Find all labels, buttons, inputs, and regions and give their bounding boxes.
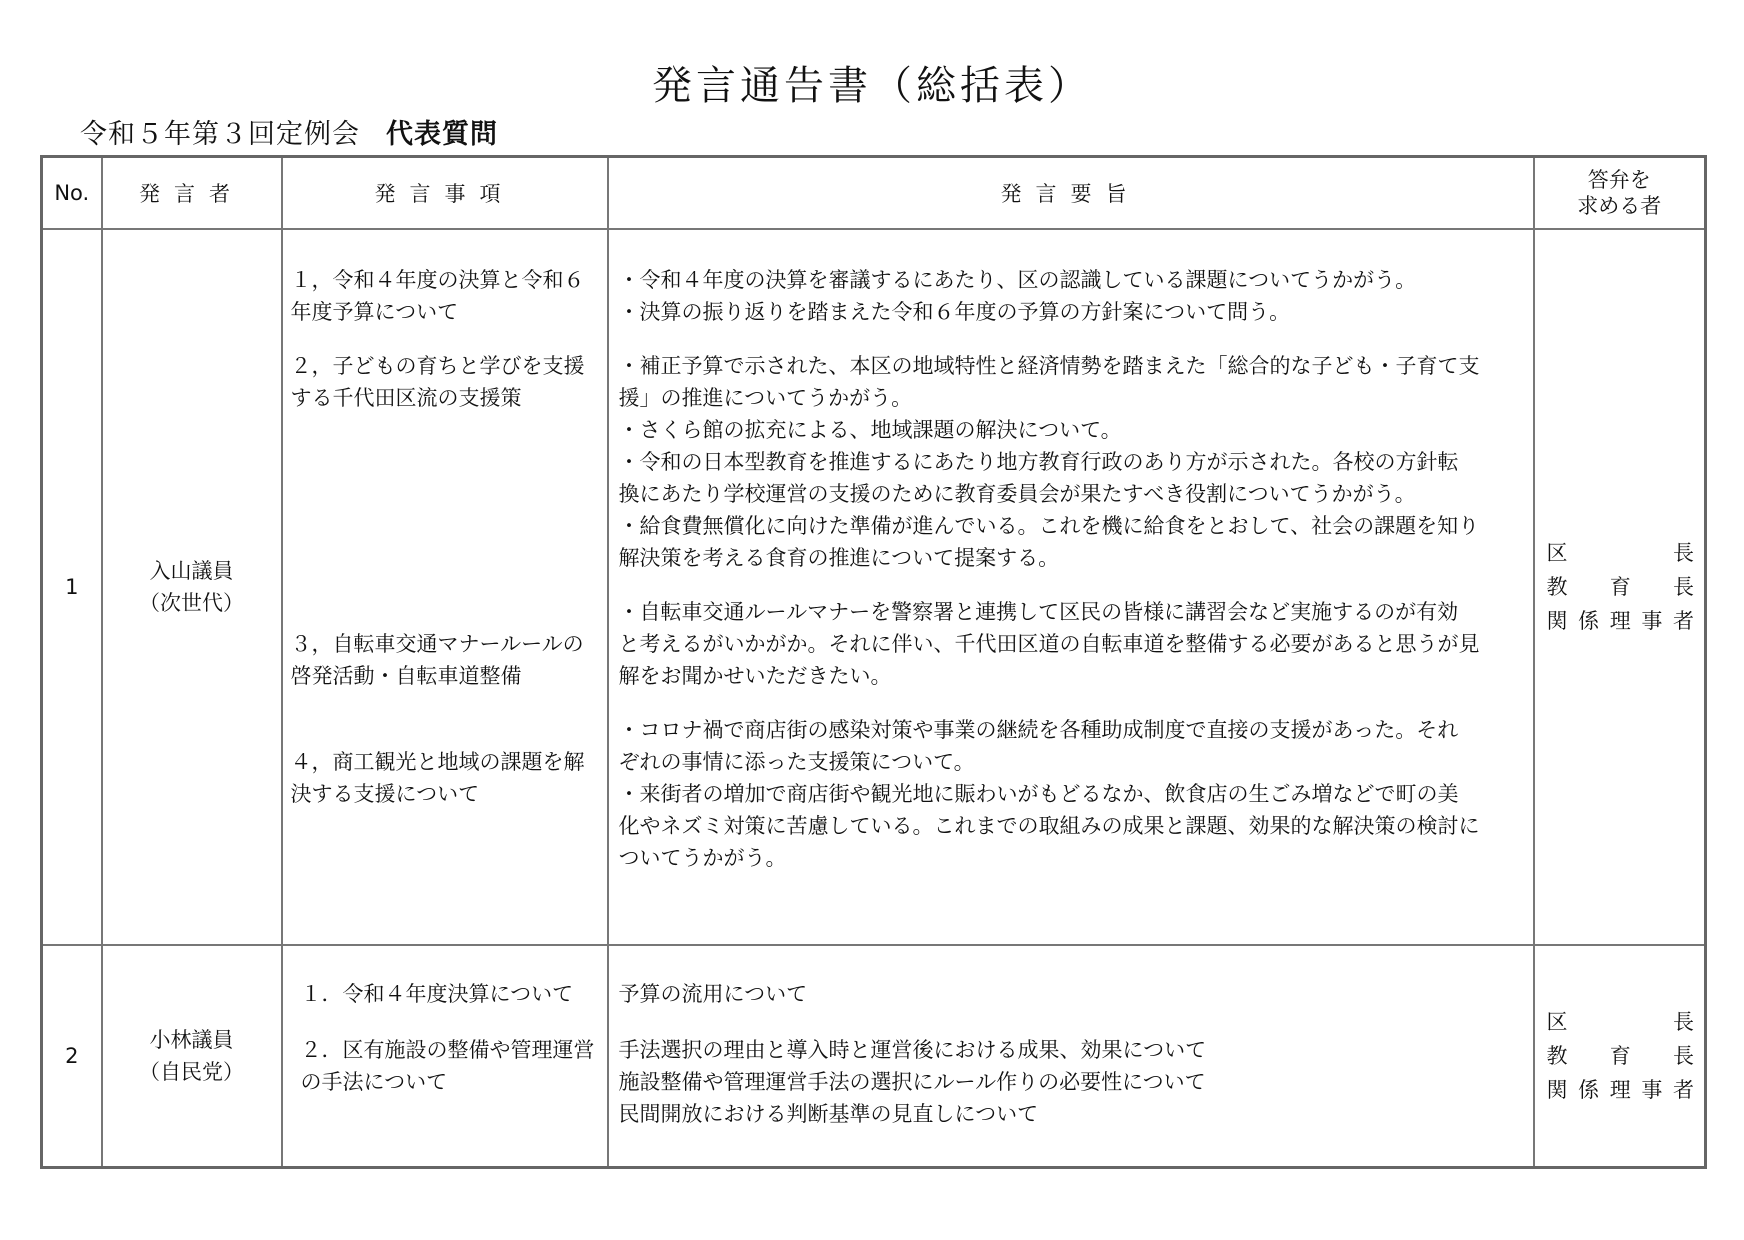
summary-entry xyxy=(619,350,1527,574)
summary-entry xyxy=(619,978,1527,1010)
summary-cell xyxy=(608,945,1534,1167)
item-entry xyxy=(291,264,601,328)
item-entry xyxy=(291,350,601,414)
respondent-char: 教 xyxy=(1546,575,1568,599)
summary-line: ・令和４年度の決算を審議するにあたり、区の認識している課題についてうかがう。 xyxy=(618,268,1417,292)
session-name: 令和５年第３回定例会 xyxy=(80,119,360,150)
respondent-cell xyxy=(1534,229,1706,945)
summary-entry xyxy=(619,714,1527,874)
col-header-speaker: 発言者 xyxy=(102,157,282,230)
summary-entry xyxy=(619,596,1527,692)
respondent-line xyxy=(1535,570,1705,604)
summary-line: 援」の推進についてうかがう。 xyxy=(618,386,913,410)
item-line: ２，子どもの育ちと学びを支援 xyxy=(290,354,585,378)
summary-line: 換にあたり学校運営の支援のために教育委員会が果たすべき役割についてうかがう。 xyxy=(618,482,1416,506)
speaker-cell xyxy=(102,229,282,945)
question-type: 代表質問 xyxy=(386,119,498,150)
summary-line: と考えるがいかがか。それに伴い、千代田区道の自転車道を整備する必要があると思うが見 xyxy=(618,632,1480,656)
col-header-respondent-line2: 求める者 xyxy=(1577,194,1662,218)
summary-line: ・給食費無償化に向けた準備が進んでいる。これを機に給食をとおして、社会の課題を知り xyxy=(618,514,1480,538)
item-line: 年度予算について xyxy=(290,300,459,324)
item-line: する千代田区流の支援策 xyxy=(290,386,522,410)
table-row xyxy=(42,945,1706,1167)
summary-line: 手法選択の理由と導入時と運営後における成果、効果について xyxy=(618,1038,1207,1062)
respondent-line xyxy=(1535,1039,1705,1073)
respondent-line xyxy=(1535,1005,1705,1039)
item-entry xyxy=(291,746,601,810)
table-row xyxy=(42,229,1706,945)
session-line xyxy=(80,112,498,151)
summary-line: ・さくら館の拡充による、地域課題の解決について。 xyxy=(618,418,1122,442)
respondent-char: 理 xyxy=(1609,1077,1631,1102)
respondent-line xyxy=(1535,1073,1705,1107)
respondent-char: 関 xyxy=(1546,1077,1568,1102)
respondent-char: 関 xyxy=(1546,609,1568,633)
col-header-respondent xyxy=(1534,157,1706,230)
summary-line: 予算の流用について xyxy=(618,982,808,1006)
speaker-party: （自民党） xyxy=(139,1059,244,1084)
summary-line: 解決策を考える食育の推進について提案する。 xyxy=(618,546,1060,570)
respondent-char: 者 xyxy=(1673,609,1694,633)
respondent-char: 係 xyxy=(1578,609,1600,633)
respondent-char: 育 xyxy=(1609,575,1631,599)
item-line: ３，自転車交通マナールールの xyxy=(290,632,584,656)
respondent-char: 区 xyxy=(1546,1009,1568,1034)
respondent-line xyxy=(1535,604,1705,638)
respondent-char: 事 xyxy=(1641,609,1663,633)
col-header-respondent-line1: 答弁を xyxy=(1587,168,1651,192)
notice-table xyxy=(40,155,1707,1169)
item-line: ４，商工観光と地域の課題を解 xyxy=(290,750,585,774)
summary-line: ついてうかがう。 xyxy=(618,846,787,870)
respondent-char: 長 xyxy=(1673,1043,1694,1068)
summary-line: 化やネズミ対策に苦慮している。これまでの取組みの成果と課題、効果的な解決策の検討に xyxy=(618,814,1480,838)
respondent-char: 理 xyxy=(1609,609,1631,633)
item-line: 啓発活動・自転車道整備 xyxy=(290,664,522,688)
summary-line: ・令和の日本型教育を推進するにあたり地方教育行政のあり方が示された。各校の方針転 xyxy=(618,450,1459,474)
row-no: 1 xyxy=(42,229,102,945)
document-title: 発言通告書（総括表） xyxy=(652,63,1092,109)
respondent-line xyxy=(1535,536,1705,570)
item-line: １，令和４年度の決算と令和６ xyxy=(290,268,585,292)
col-header-no: No. xyxy=(42,157,102,230)
speaker-party: （次世代） xyxy=(139,591,244,615)
respondent-char: 長 xyxy=(1673,575,1694,599)
item-line: １．令和４年度決算について xyxy=(300,982,574,1006)
item-line: 決する支援について xyxy=(290,782,480,806)
respondent-char: 事 xyxy=(1641,1077,1663,1102)
respondent-char: 教 xyxy=(1546,1043,1568,1068)
summary-line: ・自転車交通ルールマナーを警察署と連携して区民の皆様に講習会など実施するのが有効 xyxy=(618,600,1459,624)
items-cell xyxy=(282,945,608,1167)
respondent-char: 長 xyxy=(1673,1009,1694,1034)
summary-line: ・決算の振り返りを踏まえた令和６年度の予算の方針案について問う。 xyxy=(618,300,1291,324)
respondent-char: 係 xyxy=(1578,1077,1600,1102)
table-header-row xyxy=(42,157,1706,230)
respondent-char: 者 xyxy=(1673,1077,1694,1102)
summary-line: ・補正予算で示された、本区の地域特性と経済情勢を踏まえた「総合的な子ども・子育て支 xyxy=(618,354,1480,378)
summary-line: 施設整備や管理運営手法の選択にルール作りの必要性について xyxy=(618,1070,1206,1094)
respondent-char: 長 xyxy=(1673,541,1694,565)
summary-cell xyxy=(608,229,1534,945)
summary-line: ・来街者の増加で商店街や観光地に賑わいがもどるなか、飲食店の生ごみ増などで町の美 xyxy=(618,782,1459,806)
item-line: ２．区有施設の整備や管理運営 xyxy=(300,1038,595,1062)
summary-line: 民間開放における判断基準の見直しについて xyxy=(618,1102,1039,1126)
respondent-char: 育 xyxy=(1609,1043,1631,1068)
item-entry xyxy=(291,1034,601,1098)
summary-entry xyxy=(619,1034,1527,1130)
item-line: の手法について xyxy=(300,1070,448,1094)
respondent-cell xyxy=(1534,945,1706,1167)
summary-entry xyxy=(619,264,1527,328)
speaker-name: 小林議員 xyxy=(149,1027,234,1052)
items-cell xyxy=(282,229,608,945)
speaker-cell xyxy=(102,945,282,1167)
item-entry xyxy=(291,978,601,1010)
speaker-name: 入山議員 xyxy=(149,559,234,583)
col-header-items: 発言事項 xyxy=(282,157,608,230)
respondent-char: 区 xyxy=(1546,541,1568,565)
item-entry xyxy=(291,628,601,692)
summary-line: 解をお聞かせいただきたい。 xyxy=(618,664,892,688)
summary-line: ・コロナ禍で商店街の感染対策や事業の継続を各種助成制度で直接の支援があった。それ xyxy=(618,718,1459,742)
row-no: 2 xyxy=(42,945,102,1167)
summary-line: ぞれの事情に添った支援策について。 xyxy=(618,750,975,774)
col-header-summary: 発言要旨 xyxy=(608,157,1534,230)
